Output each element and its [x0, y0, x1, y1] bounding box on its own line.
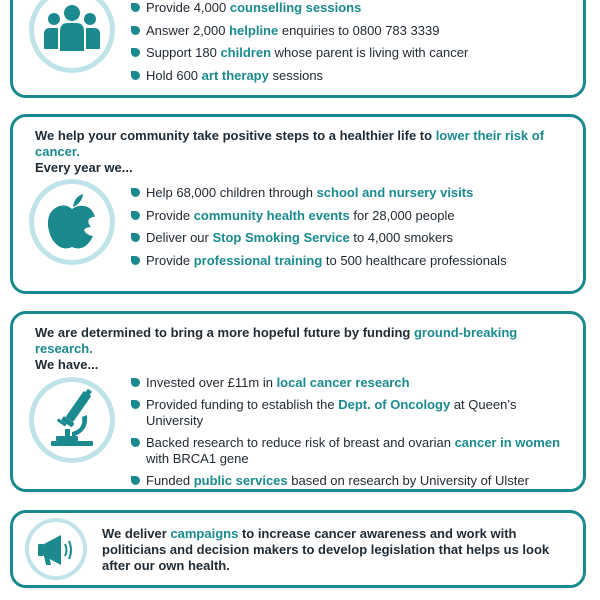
list-item: Provide professional training to 500 healthcare professionals: [131, 253, 573, 269]
community-intro: We help your community take positive steps to a healthier life to lower their risk of cancer. Every year we...: [35, 128, 545, 175]
list-item: Provided funding to establish the Dept. of Oncology at Queen’s University: [131, 397, 573, 429]
list-item: Answer 2,000 helpline enquiries to 0800 783 3339: [131, 23, 573, 39]
support-list: [131, 0, 573, 90]
list-item: Deliver our Stop Smoking Service to 4,000 smokers: [131, 230, 573, 246]
list-item: Provide community health events for 28,000 people: [131, 208, 573, 224]
campaigns-text: We deliver campaigns to increase cancer awareness and work with politicians and decision makers to develop legislation that helps us look after our own health.: [102, 526, 550, 573]
research-intro: We are determined to bring a more hopeful future by funding ground-breaking research. We have...: [35, 325, 518, 372]
apple-icon: [29, 179, 115, 265]
list-item: Support 180 children whose parent is living with cancer: [131, 45, 573, 61]
people-icon: [29, 0, 115, 73]
support-section: [10, 0, 586, 98]
list-item: Hold 600 art therapy sessions: [131, 68, 573, 84]
community-section: [10, 114, 586, 294]
megaphone-icon: [25, 518, 87, 580]
research-list: [131, 375, 573, 495]
research-section: [10, 311, 586, 492]
campaigns-section: [10, 510, 586, 588]
list-item: Invested over £11m in local cancer research: [131, 375, 573, 391]
list-item: Provide 4,000 counselling sessions: [131, 0, 573, 16]
list-item: Help 68,000 children through school and nursery visits: [131, 185, 573, 201]
list-item: Funded public services based on research by University of Ulster: [131, 473, 573, 489]
list-item: Backed research to reduce risk of breast and ovarian cancer in women with BRCA1 gene: [131, 435, 573, 467]
community-list: [131, 185, 573, 275]
microscope-icon: [29, 377, 115, 463]
